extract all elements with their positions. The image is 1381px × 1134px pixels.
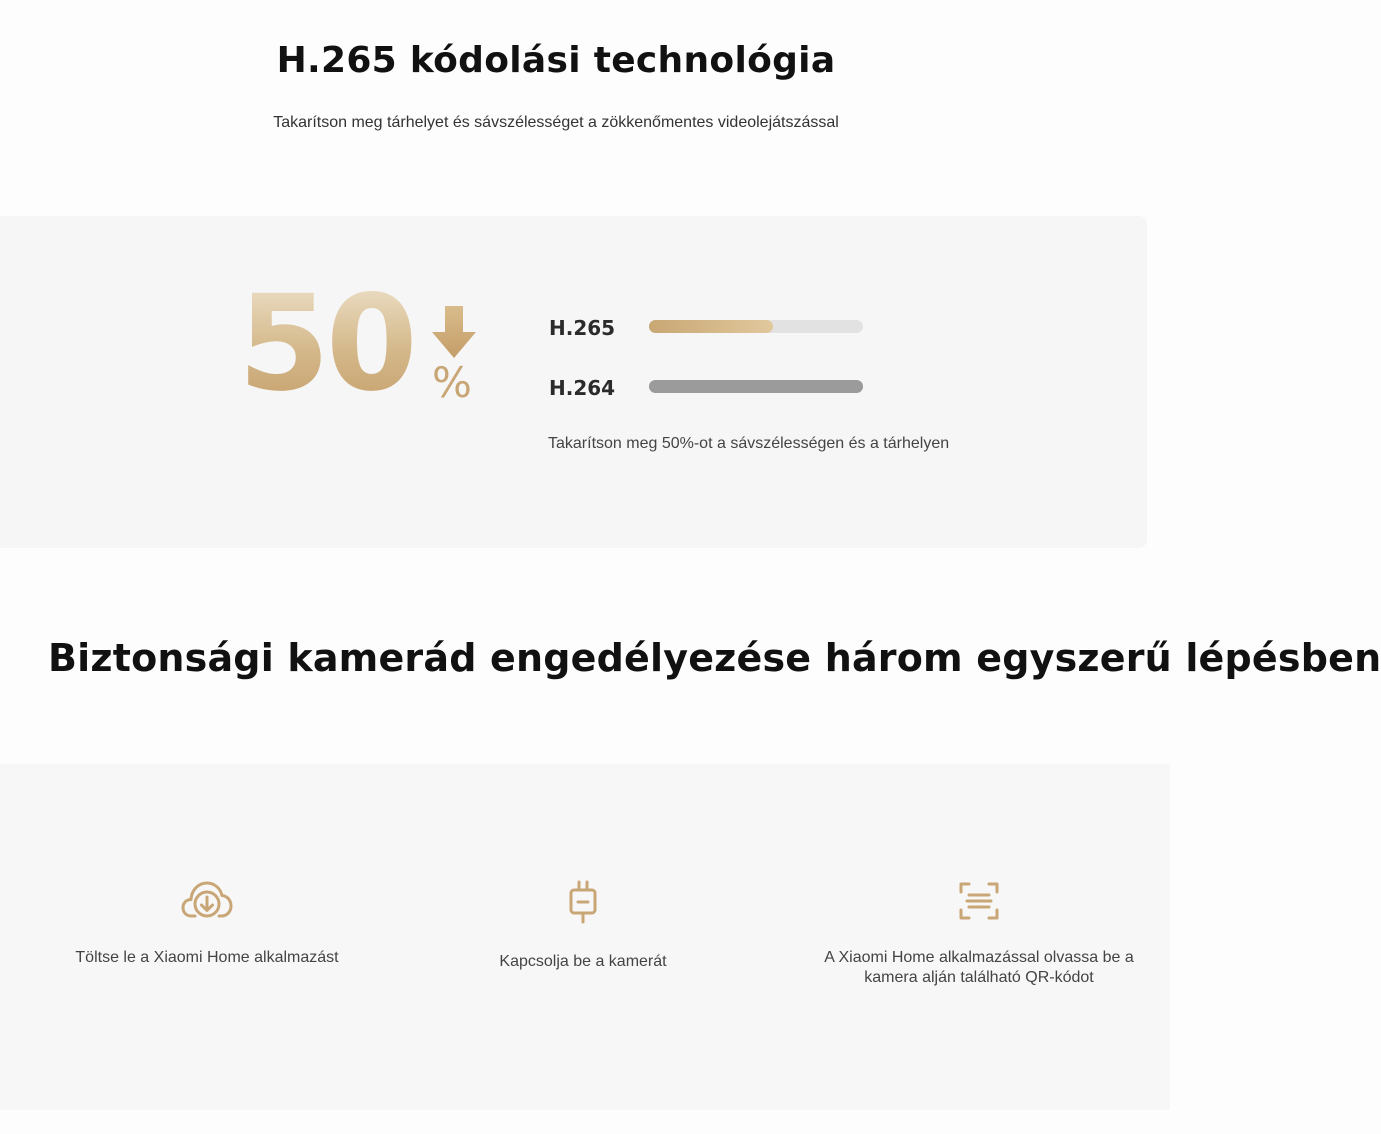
codec-label-h265: H.265 bbox=[549, 316, 616, 340]
step-label-scan: A Xiaomi Home alkalmazással olvassa be a kamera alján található QR-kódot bbox=[824, 949, 1134, 986]
step-label-download: Töltse le a Xiaomi Home alkalmazást bbox=[75, 949, 339, 966]
qr-scan-icon bbox=[957, 878, 1001, 924]
cloud-download-icon bbox=[181, 878, 233, 922]
setup-step-download bbox=[40, 878, 374, 968]
savings-note: Takarítson meg 50%-ot a sávszélességen és a tárhelyen bbox=[548, 435, 950, 452]
bar-fill-h265 bbox=[649, 320, 773, 333]
down-arrow-icon bbox=[432, 306, 476, 360]
h265-section-title: H.265 kódolási technológia bbox=[276, 40, 836, 81]
codec-label-h264: H.264 bbox=[549, 376, 616, 400]
h265-section-subtitle: Takarítson meg tárhelyet és sávszélességet a zökkenőmentes videolejátszással bbox=[273, 114, 839, 131]
setup-section-title: Biztonsági kamerád engedélyezése három egyszerű lépésben bbox=[48, 636, 1381, 680]
bar-track-h265 bbox=[649, 320, 863, 333]
bar-track-h264 bbox=[649, 380, 863, 393]
percent-sign: % bbox=[432, 358, 472, 407]
savings-percent-number: 50 bbox=[238, 267, 414, 421]
setup-step-power bbox=[416, 878, 750, 972]
bar-fill-h264 bbox=[649, 380, 863, 393]
setup-step-scan bbox=[812, 878, 1146, 988]
plug-icon bbox=[563, 878, 603, 926]
step-label-power: Kapcsolja be a kamerát bbox=[499, 953, 667, 970]
